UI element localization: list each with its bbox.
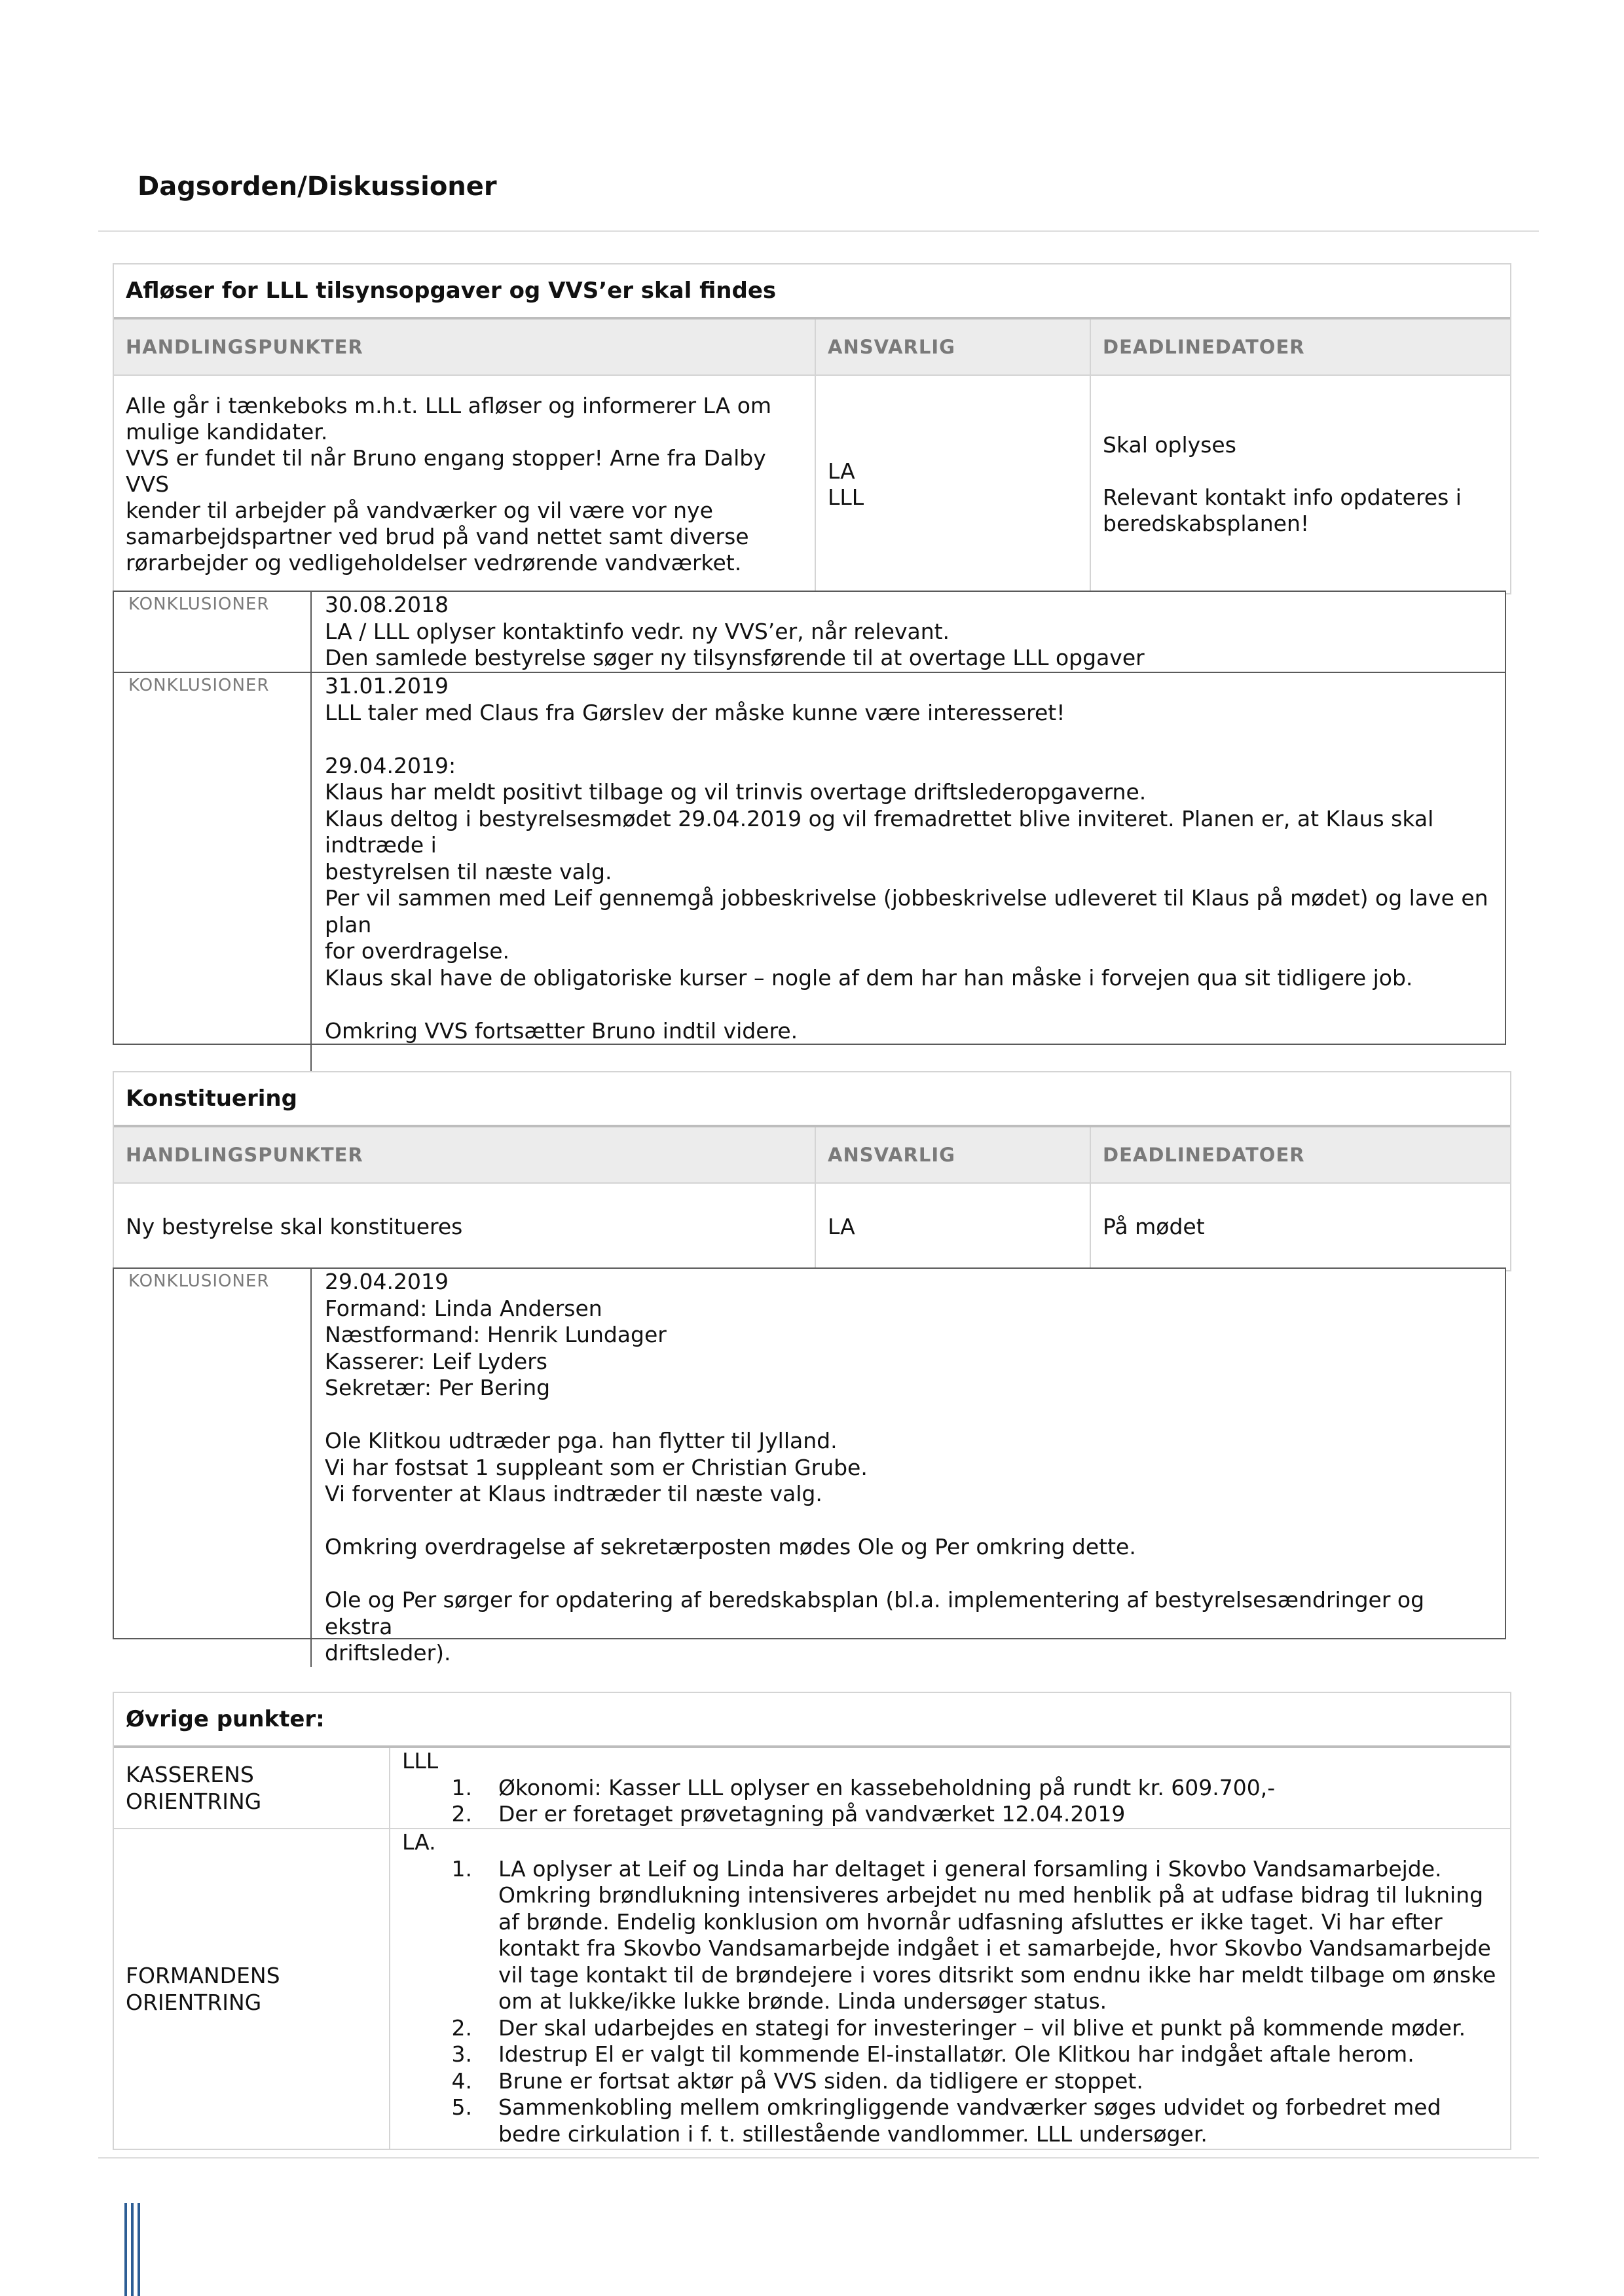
- list-item: [402, 1801, 1498, 1828]
- list-item-number: 2.: [451, 1801, 472, 1827]
- list-item-text: Økonomi: Kasser LLL oplyser en kassebeholdning på rundt kr. 609.700,-: [498, 1774, 1276, 1800]
- header-handlingspunkter: HANDLINGSPUNKTER: [126, 336, 363, 358]
- page-title: Dagsorden/Diskussioner: [138, 172, 497, 202]
- list-item: [402, 1856, 1498, 2015]
- responsible-text: LA LLL: [828, 458, 864, 510]
- list-item-number: 2.: [451, 2014, 472, 2041]
- list-item-number: 4.: [451, 2068, 472, 2094]
- deadline-text: Skal oplyses Relevant kontakt info opdateres i beredskabsplanen!: [1103, 432, 1462, 536]
- agenda-item-title: Afløser for LLL tilsynsopgaver og VVS’er skal findes: [114, 264, 1510, 319]
- conclusions-table: [113, 591, 1506, 1045]
- header-ansvarlig: ANSVARLIG: [815, 1127, 1090, 1182]
- agenda-item-title: Konstituering: [114, 1072, 1510, 1127]
- orientation-list: [402, 1856, 1498, 2148]
- action-text: Alle går i tænkeboks m.h.t. LLL afløser og informerer LA om mulige kandidater. VVS er fundet til når Bruno engang stopper! Arne fra Dalby VVS kender til arbejder på vandværker og vil være vor nye samarbejdspartner ved brud på vand nettet samt diverse rørarbejder og vedligeholdelser vedrørende vandværket.: [126, 393, 772, 575]
- other-items-title: Øvrige punkter:: [114, 1693, 1510, 1748]
- list-item-text: Der er foretaget prøvetagning på vandværket 12.04.2019: [498, 1801, 1126, 1827]
- conclusion-row: [114, 672, 1505, 1044]
- orientation-body: [389, 1829, 1510, 2149]
- list-item-number: 1.: [451, 1855, 472, 1882]
- list-item: [402, 1775, 1498, 1802]
- list-item-text: Brune er fortsat aktør på VVS siden. da tidligere er stoppet.: [498, 2068, 1143, 2094]
- page-decoration-bar: [138, 2203, 140, 2296]
- list-item-number: 5.: [451, 2094, 472, 2120]
- list-item: [402, 2015, 1498, 2042]
- title-divider: [98, 230, 1539, 232]
- header-deadlinedatoer: DEADLINEDATOER: [1090, 1127, 1510, 1182]
- list-item-text: Idestrup El er valgt til kommende El-installatør. Ole Klitkou har indgået aftale herom.: [498, 2041, 1414, 2067]
- conclusion-label: KONKLUSIONER: [128, 676, 270, 695]
- list-item-number: 1.: [451, 1774, 472, 1800]
- page-decoration-bar: [124, 2203, 127, 2296]
- list-item: [402, 2041, 1498, 2068]
- orientation-row-formand: [114, 1828, 1510, 2149]
- orientation-list: [402, 1775, 1498, 1828]
- other-items-panel: [113, 1692, 1511, 2150]
- header-handlingspunkter: HANDLINGSPUNKTER: [126, 1144, 363, 1166]
- deadline-text: På mødet: [1103, 1214, 1205, 1239]
- action-text: Ny bestyrelse skal konstitueres: [126, 1214, 463, 1239]
- header-ansvarlig: ANSVARLIG: [815, 319, 1090, 374]
- responsible-text: LA: [828, 1214, 855, 1239]
- footer-divider: [98, 2157, 1539, 2159]
- conclusions-table: [113, 1267, 1506, 1666]
- page-decoration-bar: [131, 2203, 134, 2296]
- conclusion-row: [114, 1269, 1505, 1666]
- orientation-body: [389, 1748, 1510, 1828]
- list-item: [402, 2094, 1498, 2147]
- orientation-row-kasserer: [114, 1748, 1510, 1828]
- agenda-item-konstituering: [113, 1071, 1511, 1271]
- conclusion-text: 31.01.2019 LLL taler med Claus fra Gørslev der måske kunne være interesseret! 29.04.2019: Klaus har meldt positivt tilbage og vil trinvis overtage driftslederopgaverne. Klaus deltog i bestyrelsesmødet 29.04.2019 og vil fremadrettet blive inviteret. Planen er, at Klaus skal indtræde i bestyrelsen til næste valg. Per vil sammen med Leif gennemgå jobbeskrivelse (jobbeskrivelse udleveret til Klaus på mødet) og lave en plan for overdragelse. Klaus skal have de obligatoriske kurser – nogle af dem har han måske i forvejen qua sit tidligere job. Omkring VVS fortsætter Bruno indtil videre.: [310, 673, 1505, 1124]
- conclusion-text: 29.04.2019 Formand: Linda Andersen Næstformand: Henrik Lundager Kasserer: Leif Lyders Sekretær: Per Bering Ole Klitkou udtræder pga. han flytter til Jylland. Vi har fostsat 1 suppleant som er Christian Grube. Vi forventer at Klaus indtræder til næste valg. Omkring overdragelse af sekretærposten mødes Ole og Per omkring dette. Ole og Per sørger for opdatering af beredskabsplan (bl.a. implementering af bestyrelsesændringer og ekstra driftsleder).: [310, 1269, 1505, 1667]
- list-item-text: Der skal udarbejdes en stategi for investeringer – vil blive et punkt på kommende møder.: [498, 2014, 1466, 2041]
- list-item-text: LA oplyser at Leif og Linda har deltaget i general forsamling i Skovbo Vandsamarbejde. Omkring brøndlukning intensiveres arbejdet nu med henblik på at udfase bidrag til lukning af brønde. Endelig konklusion om hvornår udfasning afsluttes er ikke taget. Vi har efter kontakt fra Skovbo Vandsamarbejde indgået i et samarbejde, hvor Skovbo Vandsamarbejde vil tage kontakt til de brøndejere i vores ditsrikt som endnu ikke har meldt tilbage om ønske om at lukke/ikke lukke brønde. Linda undersøger status.: [498, 1855, 1496, 2014]
- conclusion-text: 30.08.2018 LA / LLL oplyser kontaktinfo vedr. ny VVS’er, når relevant. Den samlede bestyrelse søger ny tilsynsførende til at overtage LLL opgaver: [310, 592, 1505, 672]
- orientation-owner: LLL: [402, 1748, 439, 1774]
- list-item: [402, 2068, 1498, 2095]
- conclusion-label: KONKLUSIONER: [128, 1271, 270, 1291]
- table-row: [114, 376, 1510, 593]
- conclusion-label: KONKLUSIONER: [128, 594, 270, 614]
- list-item-text: Sammenkobling mellem omkringliggende vandværker søges udvidet og forbedret med bedre cirkulation i f. t. stillestående vandlommer. LLL undersøger.: [498, 2094, 1441, 2147]
- list-item-number: 3.: [451, 2041, 472, 2067]
- conclusion-row: [114, 592, 1505, 672]
- orientation-owner: LA.: [402, 1829, 436, 1855]
- table-header: [114, 1127, 1510, 1184]
- orientation-label: KASSERENS ORIENTRING: [126, 1762, 262, 1814]
- table-header: [114, 319, 1510, 376]
- table-row: [114, 1184, 1510, 1270]
- header-deadlinedatoer: DEADLINEDATOER: [1090, 319, 1510, 374]
- orientation-label: FORMANDENS ORIENTRING: [126, 1963, 280, 2015]
- agenda-item-aflosser: [113, 263, 1511, 594]
